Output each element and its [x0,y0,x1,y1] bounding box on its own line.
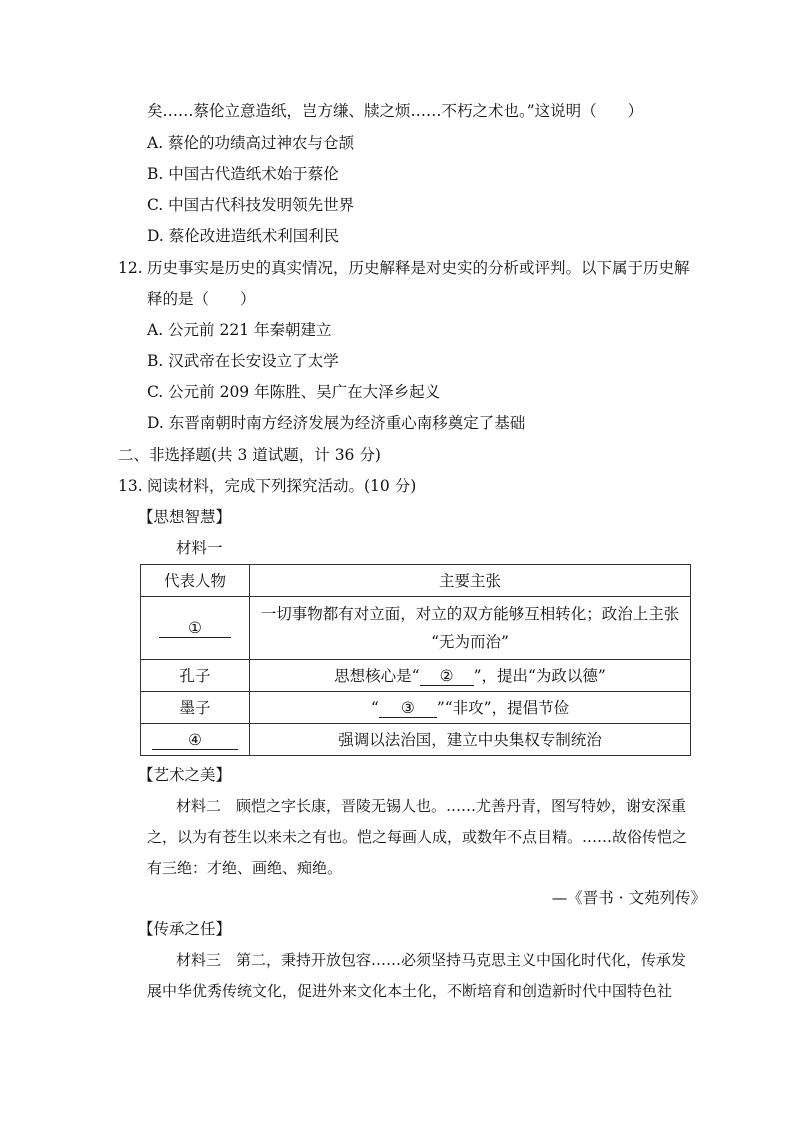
q12-stem-line2: 释的是（ ） [147,290,256,308]
header-representative: 代表人物 [141,565,250,597]
row3-post: ”“非攻”，提倡节俭 [436,698,570,717]
row1-idea-cell [250,597,691,660]
blank-4[interactable]: ④ [152,731,238,750]
q12-option-b: B. 汉武帝在长安设立了太学 [147,352,339,370]
q13-stem: 阅读材料，完成下列探究活动。(10 分) [147,477,417,495]
row3-name: 墨子 [141,692,250,724]
section-2-heading: 二、非选择题(共 3 道试题，计 36 分) [118,446,381,464]
q13-part2-title: 【艺术之美】 [138,766,232,784]
blank-2[interactable]: ② [420,667,474,686]
row2-pre: 思想核心是“ [334,666,420,685]
row2-name: 孔子 [141,660,250,692]
table-row [141,724,691,756]
row4-name-cell [141,724,250,756]
blank-3[interactable]: ③ [379,699,437,718]
q13-part1-title: 【思想智慧】 [138,508,232,526]
row3-pre: “ [370,698,379,717]
q13-part3-title: 【传承之任】 [138,920,232,938]
q11-option-c: C. 中国古代科技发明领先世界 [147,196,355,214]
q11-option-d: D. 蔡伦改进造纸术利国利民 [147,227,340,245]
q13-number: 13. [118,477,143,495]
material2-line1: 材料二 顾恺之字长康，晋陵无锡人也。……尤善丹青，图写特妙，谢安深重 [176,797,687,815]
material2-line3: 有三绝：才绝、画绝、痴绝。 [147,859,343,877]
table-row [141,692,691,724]
q11-option-b: B. 中国古代造纸术始于蔡伦 [147,165,339,183]
material1-table [140,564,691,756]
row3-idea-cell [250,692,691,724]
table-header-row [141,565,691,597]
blank-1[interactable]: ① [159,619,231,638]
row1-idea-line1: 一切事物都有对立面，对立的双方能够互相转化；政治上主张 [260,605,680,623]
q12-option-d: D. 东晋南朝时南方经济发展为经济重心南移奠定了基础 [147,414,526,432]
table-row [141,660,691,692]
row1-idea-line2: “无为而治” [431,633,509,651]
row2-post: ”，提出“为政以德” [473,666,606,685]
row1-name-cell [141,597,250,660]
material1-label: 材料一 [176,539,223,557]
row4-idea: 强调以法治国，建立中央集权专制统治 [250,724,691,756]
q11-option-a: A. 蔡伦的功绩高过神农与仓颉 [147,134,355,152]
header-main-idea: 主要主张 [250,565,691,597]
q12-number: 12. [118,259,143,277]
material2-source: —《晋书 · 文苑列传》 [551,889,706,907]
q12-option-c: C. 公元前 209 年陈胜、吴广在大泽乡起义 [147,383,441,401]
row2-idea-cell [250,660,691,692]
q11-stem-continuation: 矣……蔡伦立意造纸，岂方缣、牍之烦……不朽之术也。”这说明（ ） [147,102,644,120]
q12-stem-line1: 历史事实是历史的真实情况，历史解释是对史实的分析或评判。以下属于历史解 [147,259,690,277]
material3-line1: 材料三 第二，秉持开放包容……必须坚持马克思主义中国化时代化，传承发 [176,951,687,969]
material2-line2: 之，以为有苍生以来未之有也。恺之每画人成，或数年不点目精。……故俗传恺之 [147,828,688,846]
q12-option-a: A. 公元前 221 年秦朝建立 [147,321,332,339]
material3-line2: 展中华优秀传统文化，促进外来文化本土化，不断培育和创造新时代中国特色社 [147,982,673,1000]
table-row [141,597,691,660]
